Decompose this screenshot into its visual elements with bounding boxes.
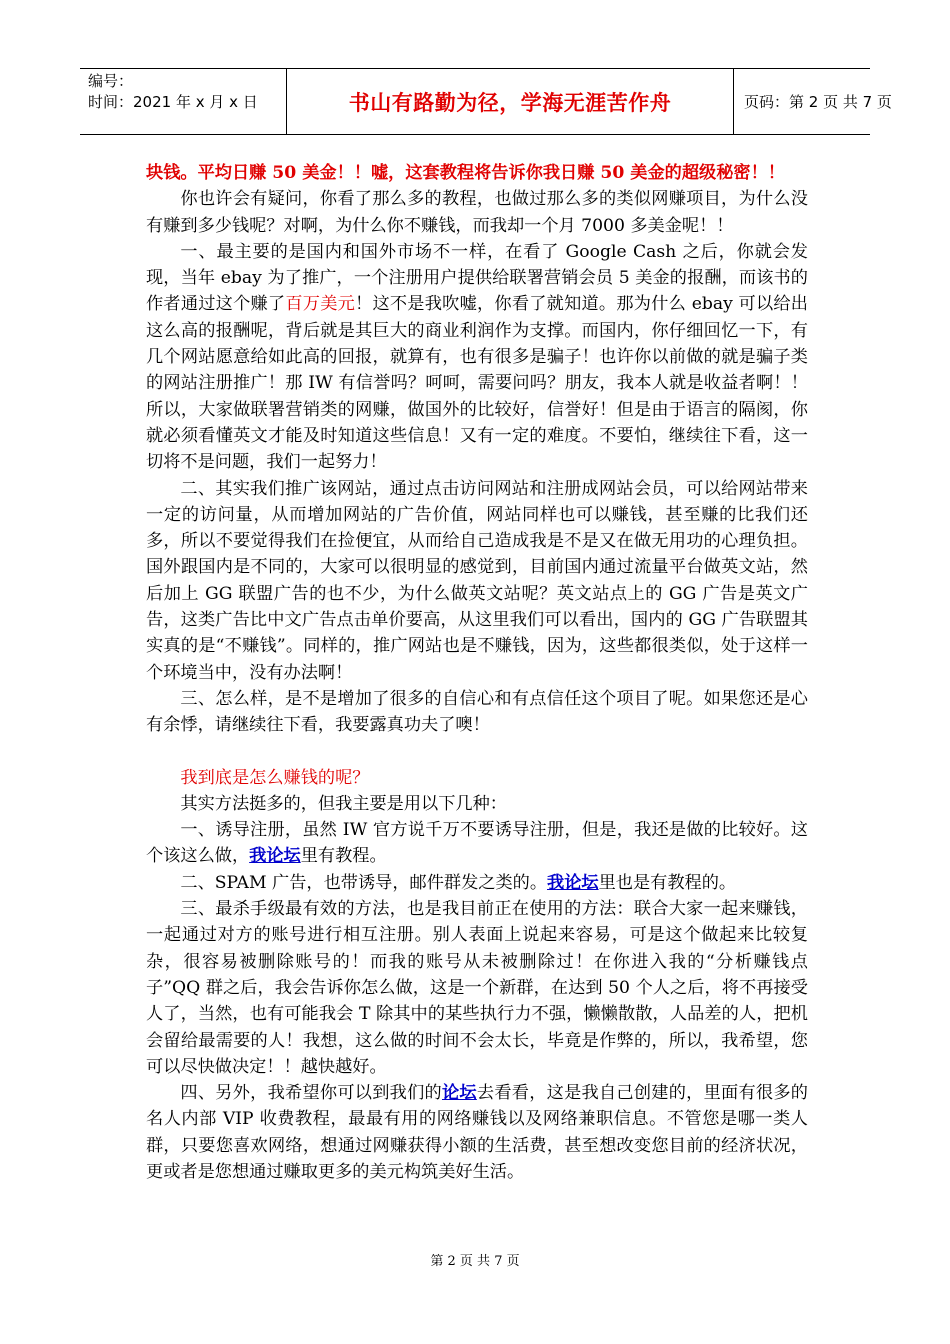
- document-number-label: 编号：: [88, 72, 134, 90]
- forum-link[interactable]: 我论坛: [547, 872, 599, 893]
- method-one-text-a: 一、诱导注册，虽然 IW 官方说千万不要诱导注册，但是，我还是做的比较好。这个该这么做，: [146, 820, 808, 867]
- document-time-label: 时间：2021 年 x 月 x 日: [88, 93, 258, 111]
- paragraph-method-two: [146, 870, 808, 896]
- method-two-text-a: 二、SPAM 广告，也带诱导，邮件群发之类的。: [180, 872, 548, 893]
- paragraph-method-four: [146, 1080, 808, 1185]
- point-one-text-b: ！这不是我吹嘘，你看了就知道。那为什么 ebay 可以给出这么高的报酬呢，背后就是其巨大的商业利润作为支撑。而国内，你仔细回忆一下，有几个网站愿意给如此高的回报，就算有，也有很多是骗子！也许你以前做的就是骗子类的网站注册推广！那 IW 有信誉吗？呵呵，需要问吗？朋友，我本人就是收益者啊！！所以，大家做联署营销类的网赚，做国外的比较好，信誉好！但是由于语言的隔阂，你就必须看懂英文才能及时知道这些信息！又有一定的难度。不要怕，继续往下看，这一切将不是问题，我们一起努力！: [146, 294, 808, 473]
- method-four-text-a: 四、另外，我希望你可以到我们的: [180, 1083, 442, 1104]
- paragraph-method-three: 三、最杀手级最有效的方法，也是我目前正在使用的方法：联合大家一起来赚钱，一起通过对方的账号进行相互注册。别人表面上说起来容易，可是这个做起来比较复杂，很容易被删除账号的！而我的账号从未被删除过！在你进入我的“分析赚钱点子”QQ 群之后，我会告诉你怎么做，这是一个新群，在达到 50 个人之后，将不再接受人了，当然，也有可能我会 T 除其中的某些执行力不强，懒懒散散，人品差的人，把机会留给最需要的人！我想，这么做的时间不会太长，毕竟是作弊的，所以，我希望，您可以尽快做决定！！越快越好。: [146, 899, 808, 1077]
- method-two-text-b: 里也是有教程的。: [598, 872, 737, 893]
- header-meta: [80, 69, 287, 134]
- header-motto: 书山有路勤为径，学海无涯苦作舟: [287, 69, 734, 134]
- intro-highlight: 块钱。平均日赚 50 美金！！嘘，这套教程将告诉你我日赚 50 美金的超级秘密！！: [146, 163, 785, 183]
- section-spacer: [146, 739, 808, 765]
- forum-link[interactable]: 论坛: [441, 1083, 477, 1104]
- paragraph-point-one: [146, 239, 808, 476]
- paragraph-methods-intro: 其实方法挺多的，但我主要是用以下几种：: [180, 793, 507, 814]
- section-heading: 我到底是怎么赚钱的呢？: [180, 767, 370, 788]
- page-header: [80, 68, 892, 135]
- million-dollars-highlight: 百万美元: [285, 294, 356, 315]
- paragraph-question: 你也许会有疑问，你看了那么多的教程，也做过那么多的类似网赚项目，为什么没有赚到多少钱呢？对啊，为什么你不赚钱，而我却一个月 7000 多美金呢！！: [146, 189, 808, 236]
- method-one-text-b: 里有教程。: [300, 846, 387, 867]
- method-four-text-b: 去看看，这是我自己创建的，里面有很多的名人内部 VIP 收费教程，最最有用的网络赚钱以及网络兼职信息。不管您是哪一类人群，只要您喜欢网络，想通过网赚获得小额的生活费，甚至想改变您目前的经济状况，更或者是您想通过赚取更多的美元构筑美好生活。: [146, 1083, 808, 1182]
- paragraph-point-two: 二、其实我们推广该网站，通过点击访问网站和注册成网站会员，可以给网站带来一定的访问量，从而增加网站的广告价值，网站同样也可以赚钱，甚至赚的比我们还多，所以不要觉得我们在捡便宜，从而给自己造成我是不是又在做无用功的心理负担。国外跟国内是不同的，大家可以很明显的感觉到，目前国内通过流量平台做英文站，然后加上 GG 联盟广告的也不少，为什么做英文站呢？英文站点上的 GG 广告是英文广告，这类广告比中文广告点击单价要高，从这里我们可以看出，国内的 GG 广告联盟其实真的是“不赚钱”。同样的，推广网站也是不赚钱，因为，这些都很类似，处于这样一个环境当中，没有办法啊！: [146, 478, 808, 683]
- forum-link[interactable]: 我论坛: [249, 846, 301, 867]
- document-body: [146, 160, 808, 1185]
- page-footer: 第 2 页 共 7 页: [430, 1254, 520, 1269]
- paragraph-method-one: [146, 817, 808, 870]
- paragraph-point-three: 三、怎么样，是不是增加了很多的自信心和有点信任这个项目了呢。如果您还是心有余悸，请继续往下看，我要露真功夫了噢！: [146, 688, 808, 736]
- header-page-number: 页码：第 2 页 共 7 页: [744, 93, 892, 111]
- point-one-text-a: 一、最主要的是国内和国外市场不一样，在看了 Google Cash 之后，你就会发现，当年 ebay 为了推广，一个注册用户提供给联署营销会员 5 美金的报酬，而该书的作者通过这个赚了: [146, 241, 808, 315]
